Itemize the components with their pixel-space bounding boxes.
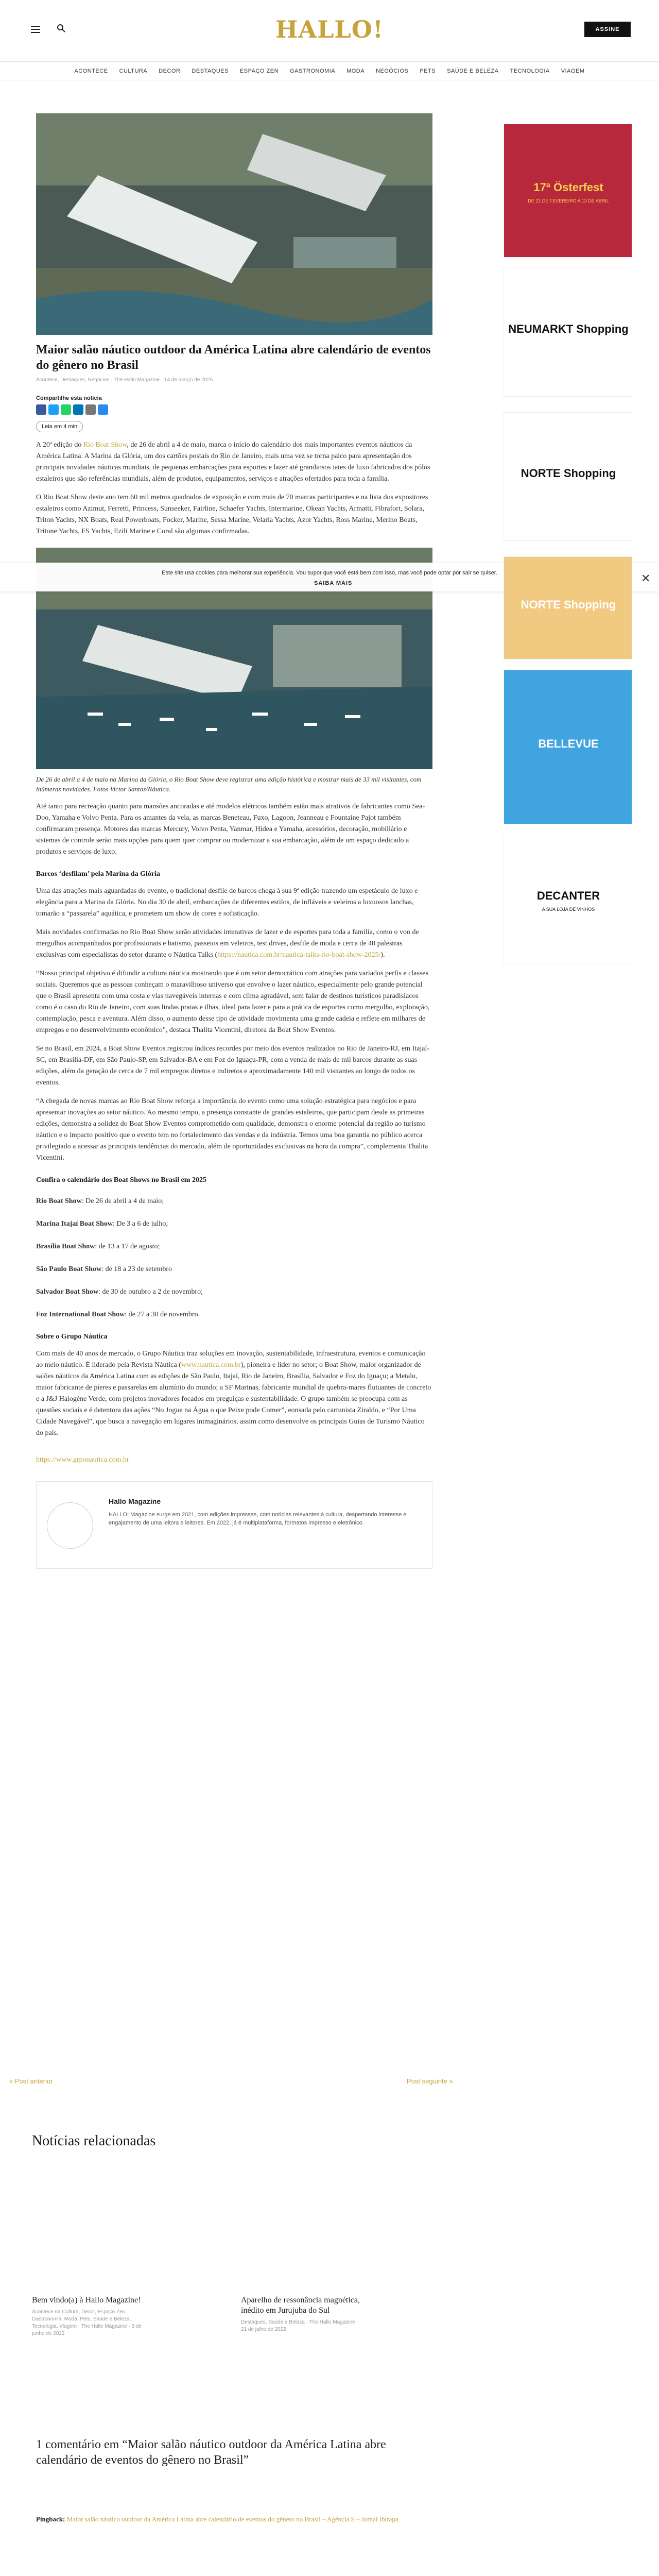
ad-sub: A SUA LOJA DE VINHOS	[542, 907, 595, 912]
nautica-link[interactable]: www.nautica.com.br	[181, 1361, 241, 1369]
nav-item[interactable]: MODA	[346, 67, 365, 74]
show-item: Marina Itajaí Boat Show: De 3 a 6 de julho;	[36, 1220, 168, 1228]
close-icon[interactable]: ✕	[641, 572, 651, 585]
ad-label: DECANTER	[536, 889, 600, 902]
rio-boat-show-link[interactable]: Rio Boat Show	[83, 441, 127, 449]
comments-heading: 1 comentário em “Maior salão náutico outdoor da América Latina abre calendário de eventos do gênero no Brasil”	[36, 2438, 386, 2467]
prev-post-link[interactable]: « Post anterior	[9, 2077, 53, 2085]
nav-item[interactable]: DESTAQUES	[192, 67, 229, 74]
article-paragraph: “Nosso principal objetivo é difundir a cultura náutica mostrando que é um setor democrático com atrações para variados perfis e classes sociais. Queremos que as pessoas conheçam o maravilhoso universo que envolve o lazer náutico, especialmente pelo grande potencial que o Brasil apresenta com uma costa e vias navegáveis internas e com clima agradável, sem falar de destinos turísticos paradisíacos como é o caso do Rio de Janeiro, com suas lindas praias e ilhas, ideal para lazer e para a prática de esportes como mergulho, exploração, contemplação, pesca e aventura. Além disso, o aumento desse tipo de atividade movimenta uma grande cadeia e reflete em milhares de empregos e no desenvolvimento econômico”, destaca Thalita Vicentini, diretora da Boat Show Eventos.	[36, 970, 430, 1034]
article-paragraph: “A chegada de novas marcas ao Rio Boat Show reforça a importância do evento como uma solução estratégica para negócios e para apresentar inovações ao setor náutico. Ao mesmo tempo, a presença constante de grandes estaleiros, que participam desde as primeiras edições, demonstra a solidez do Boat Show Eventos comprometido com qualidade, demonstra o enorme potencial da região ao turismo náutico e o impacto positivo que o evento tem no fortalecimento das vendas e da indústria. Temos uma boa garantia no público acerca privilegiado a acessar as principais tendências do mercado, além de oportunidades exclusivas na hora da compra”, complementa Thalita Vicentini.	[36, 1097, 428, 1162]
related-heading: Notícias relacionadas	[32, 2133, 156, 2149]
ad-banner[interactable]	[504, 412, 632, 541]
article-paragraph: Se no Brasil, em 2024, a Boat Show Eventos registrou índices recordes por meio dos eventos realizados no Rio de Janeiro-RJ, em Itajaí-SC, em Brasília-DF, em São Paulo-SP, em Salvador-BA e em Foz do Iguaçu-PR, com a venda de mais de mil barcos durante as suas edições, além da geração de cerca de 7 mil empregos diretos e indiretos e aproximadamente 140 mil visitantes ao longo de todos os eventos.	[36, 1045, 429, 1087]
avatar	[47, 1502, 93, 1549]
ad-label: 17ª Österfest	[533, 181, 603, 194]
article-title: Maior salão náutico outdoor da América Latina abre calendário de eventos do gênero no Brasil	[36, 343, 431, 372]
nav-item[interactable]: SAÚDE E BELEZA	[447, 67, 499, 74]
section-heading: Sobre o Grupo Náutica	[36, 1333, 108, 1341]
nav-item[interactable]: NEGÓCIOS	[376, 67, 409, 74]
related-item[interactable]: Aparelho de ressonância magnética, inédito em Jurujuba do Sul Destaques, Saúde e Beleza · The Hallo Magazine · 21 de julho de 2022	[241, 2296, 360, 2332]
nav-item[interactable]: ACONTECE	[74, 67, 108, 74]
show-item: Brasília Boat Show: de 13 a 17 de agosto;	[36, 1243, 160, 1250]
article	[36, 113, 432, 1569]
section-heading: Barcos ‘desfilam’ pela Marina da Glória	[36, 870, 160, 878]
facebook-icon[interactable]	[36, 404, 46, 415]
show-list	[36, 1196, 432, 1320]
article-paragraph: Uma das atrações mais aguardadas do evento, o tradicional desfile de barcos chega à sua 9ª edição trazendo um espetáculo de luxo e elegância para a Marina da Glória. No dia 30 de abril, embarcações de diferentes estilos, de infláveis e veleiros a luxuosos lanchas, tomarão a “passarela” aquática, e prometem um show de cores e sofisticação.	[36, 887, 418, 918]
section-heading: Confira o calendário dos Boat Shows no Brasil em 2025	[36, 1176, 206, 1184]
search-icon[interactable]	[57, 24, 66, 33]
show-item: Salvador Boat Show: de 30 de outubro a 2 de novembro;	[36, 1288, 203, 1296]
pingback: Pingback: Maior salão náutico outdoor da América Latina abre calendário de eventos do gênero no Brasil – Agência S – Jornal Ibirapa	[36, 2515, 398, 2523]
nav-item[interactable]: TECNOLOGIA	[510, 67, 550, 74]
article-paragraph: O Rio Boat Show deste ano tem 60 mil metros quadrados de exposição e com mais de 70 marcas participantes e na lista dos expositores estaleiros como Azimut, Ferretti, Princess, Sunseeker, Fairline, Schaefer Yachts, Intermarine, Okean Yachts, Armatti, Fibrafort, Solara, Triton Yachts, NX Boats, Real Powerboats, Focker, Marine, Sessa Marine, Velaria Yachts, Azor Yachts, Ross Marine, Merino Boats, Tritone Yachts, FS Yachts, Ezili Marine e Coral são algumas confirmadas.	[36, 494, 428, 535]
ad-sub: DE 21 DE FEVEREIRO A 13 DE ABRIL	[528, 198, 609, 204]
nav-item[interactable]: ESPAÇO ZEN	[239, 67, 279, 74]
show-item: Rio Boat Show: De 26 de abril a 4 de maio;	[36, 1197, 164, 1205]
ad-banner[interactable]	[504, 670, 632, 824]
author-name[interactable]: Hallo Magazine	[109, 1497, 161, 1505]
show-item: Foz International Boat Show: de 27 a 30 de novembro.	[36, 1311, 200, 1318]
share-buttons	[36, 404, 432, 415]
nav-item[interactable]: PETS	[420, 67, 436, 74]
hero-image	[36, 113, 432, 335]
ad-label: BELLEVUE	[538, 737, 599, 750]
nautica-talks-link[interactable]: https://nautica.com.br/nautica-talks-rio-boat-show-2025/	[217, 951, 381, 959]
author-box	[36, 1481, 432, 1569]
related-item[interactable]: Bem vindo(a) à Hallo Magazine! Acontece na Cultura, Decor, Espaço Zen, Gastronomia, Moda, Pets, Saúde e Beleza, Tecnologia, Viagem · The Hallo Magazine · 3 de junho de 2022	[32, 2296, 142, 2336]
grupo-nautica-link[interactable]: https://www.grponautica.com.br	[36, 1456, 129, 1464]
article-paragraph: Com mais de 40 anos de mercado, o Grupo Náutica traz soluções em inovação, sustentabilidade, infraestrutura, eventos e comunicação ao meio náutico. É liderado pela Revista Náutica (www.nautica.com.br), pioneira e líder no setor; o Boat Show, maior organizador de salões náuticos da América Latina com as edições de São Paulo, Itajaí, Rio de Janeiro, Brasília, Salvador e Foz do Iguaçu; a Metalu, maior fabricante de píeres e passarelas em alumínio do mundo; a SF Marinas, fabricante mundial de quebra-mares flutuantes de concreto e a J&J Halogène Verde, com projetos inovadores focados em preguiças e sustentabilidade. O grupo também se preocupa com as questões sociais e é detentora das ações “No Jogue na Água o que Peixe pode Comer”, eonsada pelo cartunista Ziraldo, e “Por Uma Cidade Navegável”, que busca a navegação em lugares inimaginários, assim como desenvolve os principais Guias de Turismo Náutico do país.	[36, 1350, 431, 1437]
ad-label: NEUMARKT Shopping	[508, 323, 629, 335]
ad-label: NORTE Shopping	[521, 467, 616, 480]
ad-banner[interactable]	[504, 835, 632, 963]
article-paragraph: A 20ª edição do Rio Boat Show, de 26 de abril a 4 de maio, marca o início do calendário dos mais importantes eventos náuticos da América Latina. A Marina da Glória, um dos cartões postais do Rio de Janeiro, mais uma vez se torna palco para apresentação dos principais novidades náuticas mundiais, de pequenas embarcações para esportes e lazer até grandiosos iates de luxo fabricados dos pólos estaleiros que são referências mundiais, além de produtos, equipamentos, serviços e atrações ofertados para toda a família.	[36, 441, 430, 483]
nav-item[interactable]: CULTURA	[119, 67, 148, 74]
whatsapp-icon[interactable]	[61, 404, 71, 415]
linkedin-icon[interactable]	[73, 404, 83, 415]
article-meta: Acontece, Destaques, Negócios · The Hallo Magazine · 14 de março de 2025	[36, 377, 213, 383]
ad-banner[interactable]	[504, 268, 632, 397]
twitter-icon[interactable]	[48, 404, 59, 415]
menu-icon[interactable]	[31, 26, 40, 33]
next-post-link[interactable]: Post seguinte »	[407, 2077, 453, 2085]
share-icon[interactable]	[98, 404, 108, 415]
author-bio: HALLO! Magazine surge em 2021, com edições impressas, com notícias relevantes à cultura, despertando interesse e engajamento de uma leitora e leitores. Em 2022, já é multiplataforma, formatos impresso e eletrônico.	[109, 1512, 407, 1526]
main-nav	[0, 62, 659, 80]
cookie-learn-more-button[interactable]: SAIBA MAIS	[314, 580, 353, 586]
site-header	[0, 0, 659, 62]
nav-item[interactable]: GASTRONOMIA	[290, 67, 336, 74]
article-paragraph: Mais novidades confirmadas no Rio Boat Show serão atividades interativas de lazer e de esportes para toda a família, como o voo de mergulhos acompanhados por profissionais e batismo, passeios em veleiros, test drives, desfile de moda e cerca de 40 palestras exclusivas com especialistas do setor durante o Náutica Talks (https://nautica.com.br/nautica-talks-rio-boat-show-2025/).	[36, 928, 419, 959]
site-logo[interactable]: HALLO!	[275, 15, 384, 43]
nav-item[interactable]: DECOR	[159, 67, 181, 74]
image-caption: De 26 de abril a 4 de maio na Marina da Glória, o Rio Boat Show deve registrar uma edição histórica e mostrar mais de 33 mil visitantes, com inúmeras novidades. Fotos Victor Santos/Náutica.	[36, 775, 422, 793]
ad-banner[interactable]	[504, 124, 632, 258]
read-time-badge: Leia em 4 min	[36, 421, 83, 432]
share-heading: Compartilhe esta notícia	[36, 395, 102, 401]
ad-banner[interactable]	[504, 556, 632, 659]
subscribe-button[interactable]: ASSINE	[584, 22, 631, 37]
cookie-text: Este site usa cookies para melhorar sua experiência. Vou supor que você está bem com isso, mas você pode optar por sair se quiser.	[162, 570, 497, 576]
nav-item[interactable]: VIAGEM	[561, 67, 585, 74]
show-item: São Paulo Boat Show: de 18 a 23 de setembro	[36, 1265, 172, 1273]
article-paragraph: Até tanto para recreação quanto para mansões ancoradas e até modelos elétricos também estão mais atrativos de fabricantes como Sea-Doo, Yamaha e Volvo Penta. Para os amantes da vela, as marcas Beneteau, Fuxo, Lagoon, Jeanneau e Fountaine Pajot também confirmaram presença. Motores das marcas Mercury, Volvo Penta, Yanmar, Hidea e Yamaha, acessórios, decoração, mobiliário e sistemas de controle serão mais opções para quem quer comprar ou modernizar a sua embarcação, além de um espaço dedicado a produtos e serviços de luxo.	[36, 803, 425, 856]
ad-label: NORTE Shopping	[521, 598, 616, 611]
pingback-link[interactable]: Maior salão náutico outdoor da América Latina abre calendário de eventos do gênero no Brasil – Agência S – Jornal Ibirapa	[66, 2515, 398, 2523]
email-icon[interactable]	[85, 404, 96, 415]
